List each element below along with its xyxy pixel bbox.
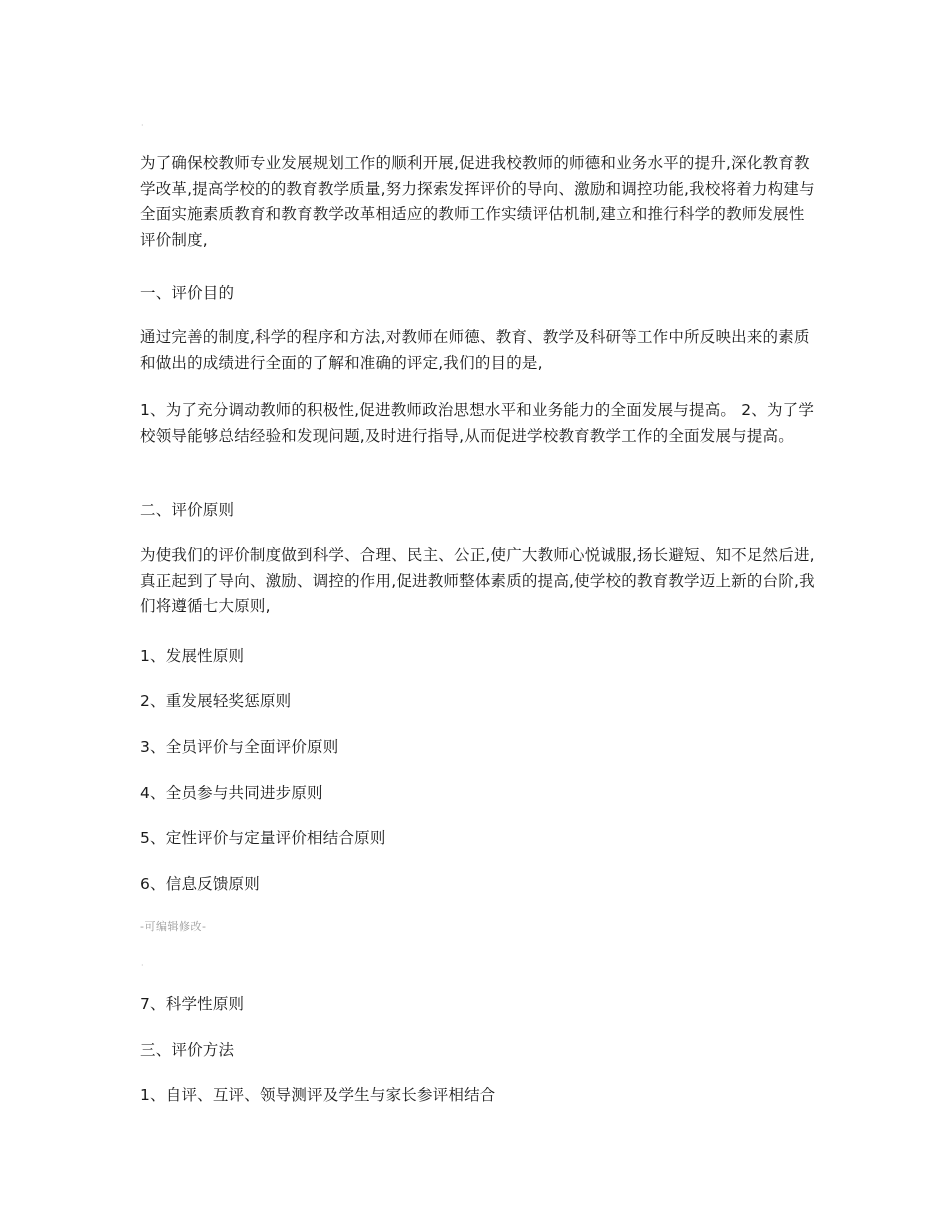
principle-item: 7、科学性原则 (140, 995, 245, 1013)
principle-item: 1、发展性原则 (140, 647, 245, 665)
page-marker-dot: · (141, 961, 144, 970)
evaluation-goals-paragraph: 1、为了充分调动教师的积极性,促进教师政治思想水平和业务能力的全面发展与提高。 2、为了学校领导能够总结经验和发现问题,及时进行指导,从而促进学校教育教学工作的全面发展与提高。 (140, 401, 815, 445)
evaluation-purpose-paragraph: 通过完善的制度,科学的程序和方法,对教师在师德、教育、教学及科研等工作中所反映出来的素质和做出的成绩进行全面的了解和准确的评定,我们的目的是, (140, 328, 810, 372)
editable-footer-note: -可编辑修改- (140, 920, 207, 933)
method-item: 1、自评、互评、领导测评及学生与家长参评相结合 (140, 1086, 496, 1104)
evaluation-principles-paragraph: 为使我们的评价制度做到科学、合理、民主、公正,使广大教师心悦诚服,扬长避短、知不足然后进,真正起到了导向、激励、调控的作用,促进教师整体素质的提高,使学校的教育教学迈上新的台阶,我们将遵循七大原则, (140, 546, 815, 615)
page-marker-dot: · (141, 121, 144, 130)
principle-item: 5、定性评价与定量评价相结合原则 (140, 829, 386, 847)
section-heading-evaluation-purpose: 一、评价目的 (140, 284, 235, 302)
principle-item: 3、全员评价与全面评价原则 (140, 738, 339, 756)
principle-item: 4、全员参与共同进步原则 (140, 784, 323, 802)
principle-item: 2、重发展轻奖惩原则 (140, 692, 292, 710)
intro-paragraph: 为了确保校教师专业发展规划工作的顺利开展,促进我校教师的师德和业务水平的提升,深化教育教学改革,提高学校的的教育教学质量,努力探索发挥评价的导向、激励和调控功能,我校将着力构建与全面实施素质教育和教育教学改革相适应的教师工作实绩评估机制,建立和推行科学的教师发展性评价制度, (140, 154, 815, 249)
section-heading-evaluation-methods: 三、评价方法 (140, 1041, 235, 1059)
section-heading-evaluation-principles: 二、评价原则 (140, 501, 235, 519)
principle-item: 6、信息反馈原则 (140, 875, 260, 893)
